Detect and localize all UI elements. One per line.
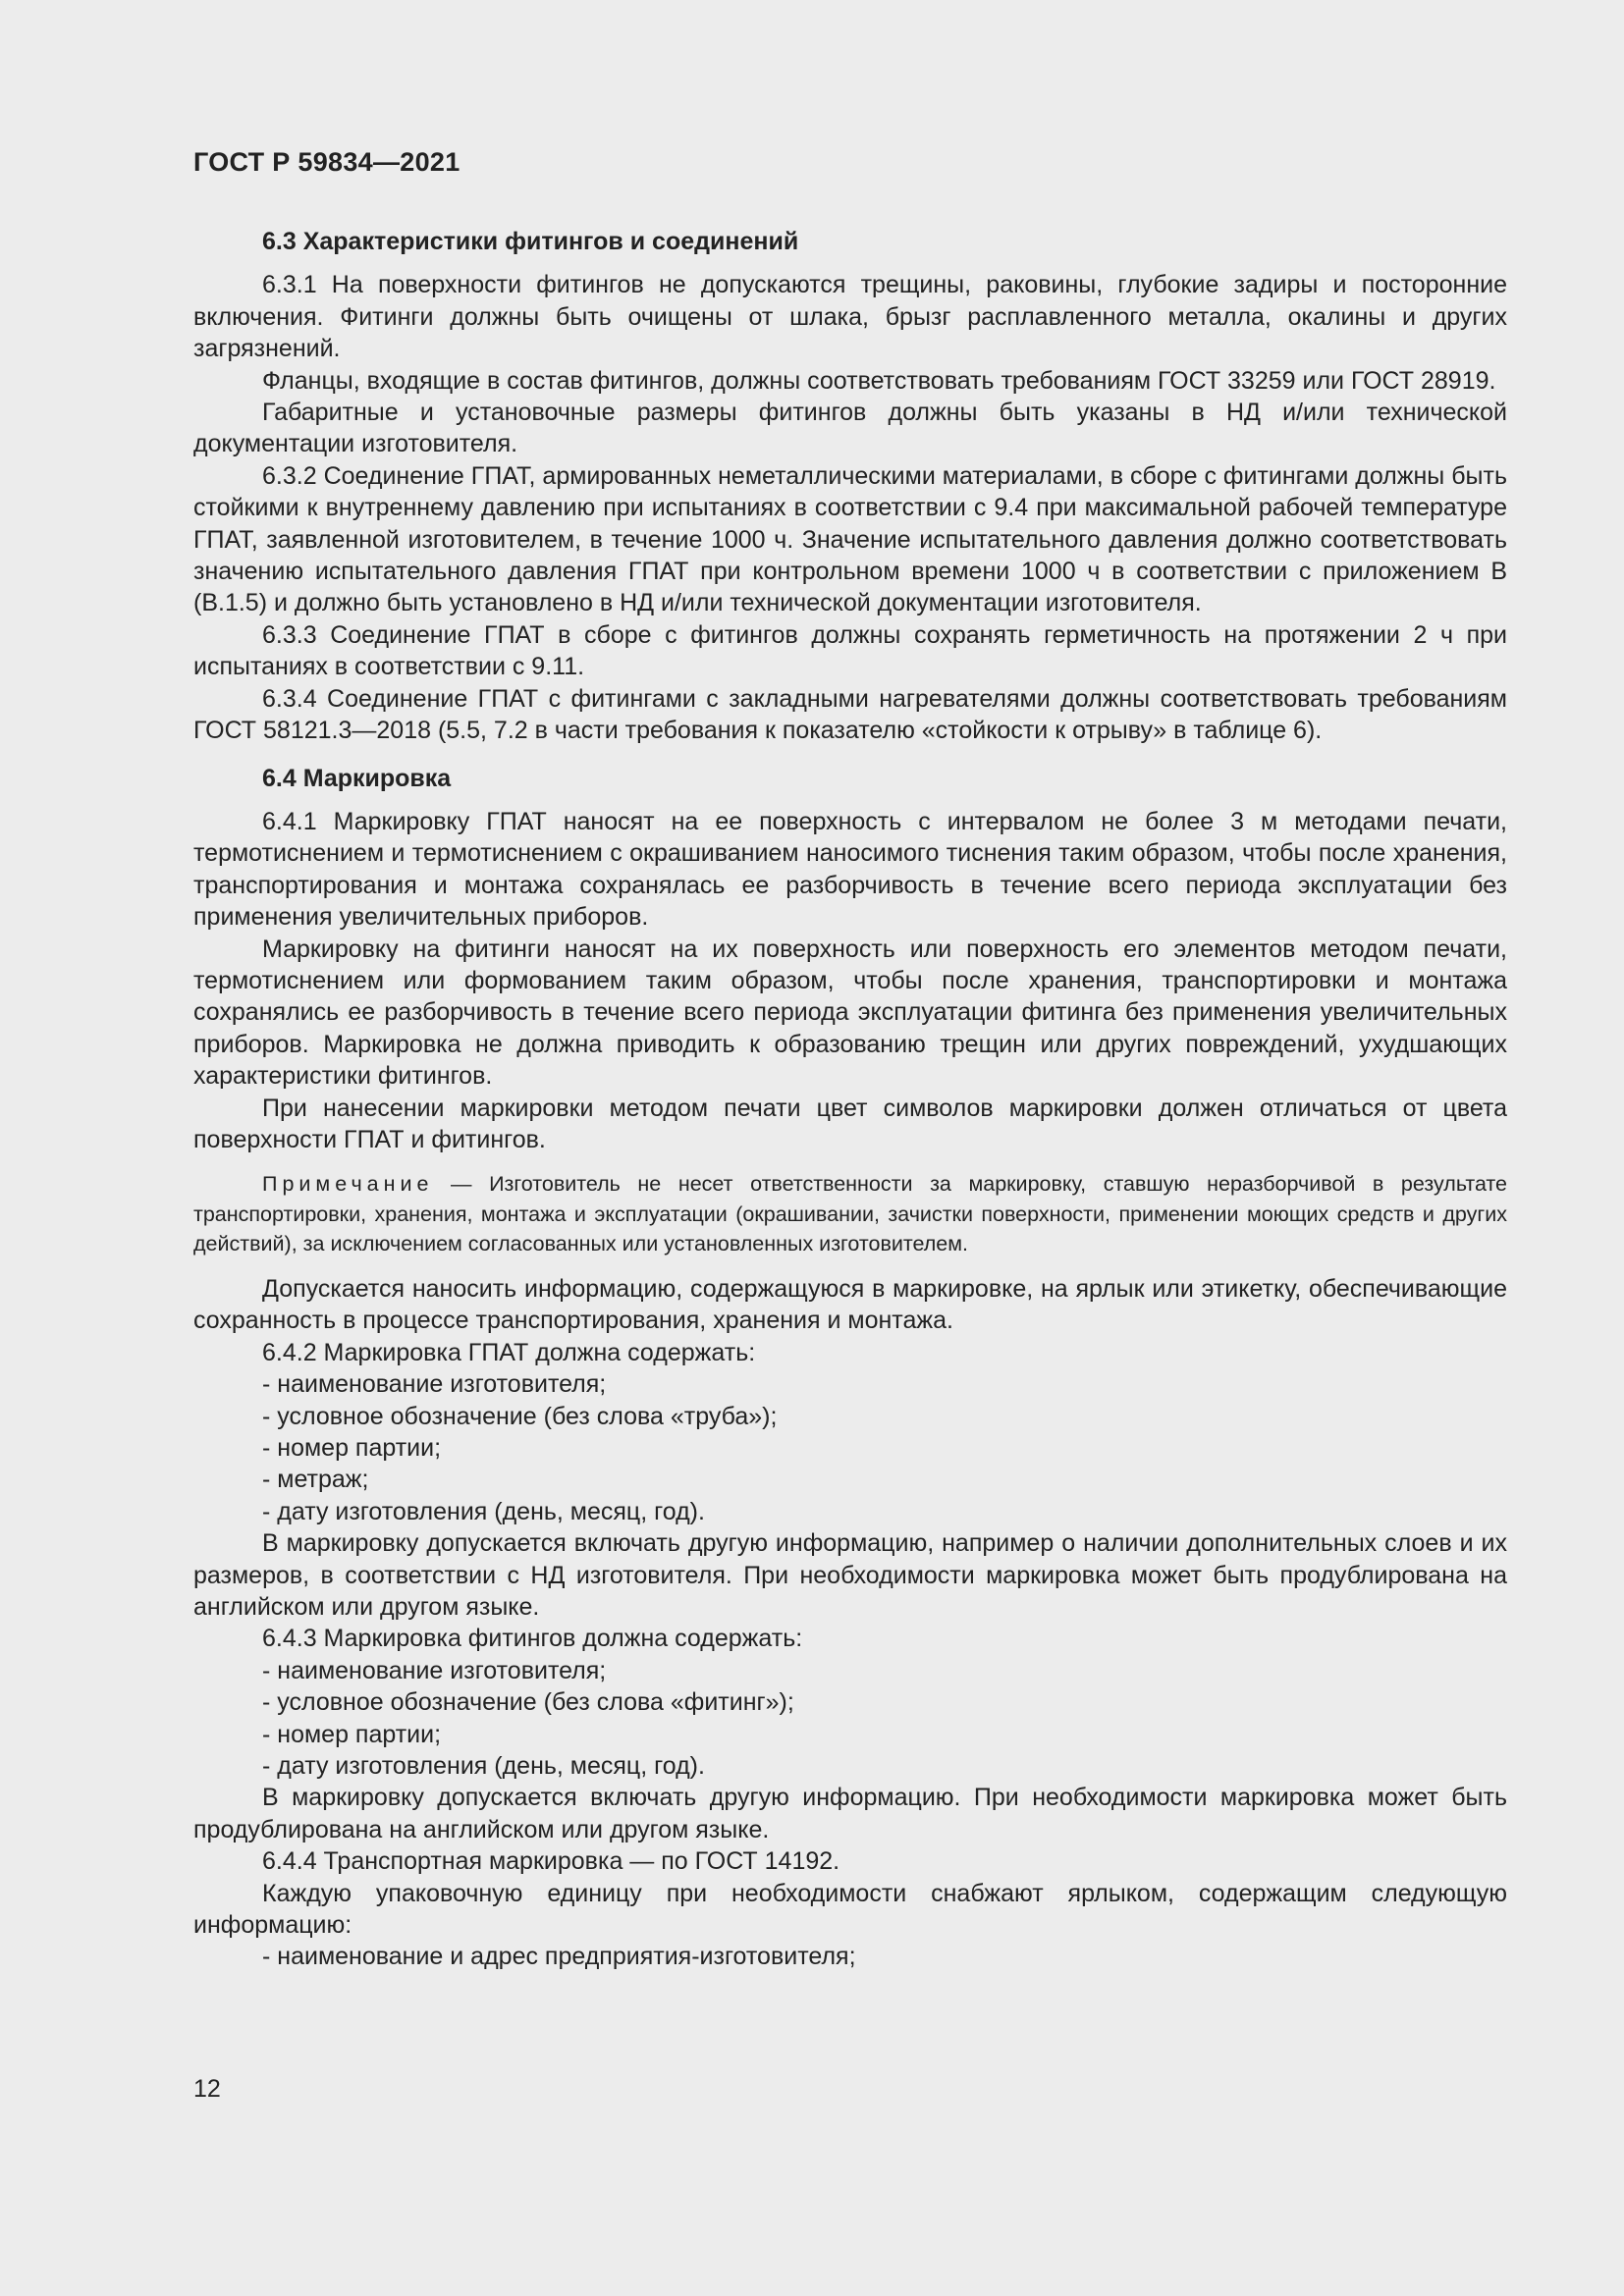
paragraph: 6.3.2 Соединение ГПАТ, армированных неметаллическими материалами, в сборе с фитингами должны быть стойкими к внутреннему давлению при испытаниях в соответствии с 9.4 при максимальной рабочей температуре ГПАТ, заявленной изготовителем, в течение 1000 ч. Значение испытательного давления должно соответствовать значению испытательного давления ГПАТ при контрольном времени 1000 ч в соответствии с приложением В (В.1.5) и должно быть установлено в НД и/или технической документации изготовителя.: [193, 461, 1507, 617]
list-item: - условное обозначение (без слова «фитинг»);: [262, 1688, 794, 1717]
list-item: - наименование изготовителя;: [262, 1656, 607, 1684]
note-label: Примечание: [262, 1172, 434, 1197]
note: [193, 1169, 1507, 1259]
list-item: - дату изготовления (день, месяц, год).: [262, 1751, 705, 1780]
list-item: - наименование и адрес предприятия-изготовителя;: [262, 1943, 856, 1971]
paragraph: 6.4.4 Транспортная маркировка — по ГОСТ 14192.: [262, 1847, 840, 1876]
section-heading-6-4: 6.4 Маркировка: [262, 764, 452, 792]
list-item: - номер партии;: [262, 1720, 442, 1748]
note-text: — Изготовитель не несет ответственности за маркировку, ставшую неразборчивой в результате транспортировки, хранения, монтажа и эксплуатации (окрашивании, зачистки поверхности, применении моющих средств и других действий), за исключением согласованных или установленных изготовителем.: [193, 1172, 1507, 1256]
list-item: - наименование изготовителя;: [262, 1370, 607, 1399]
section-heading-6-3: 6.3 Характеристики фитингов и соединений: [262, 228, 799, 255]
paragraph: 6.4.2 Маркировка ГПАТ должна содержать:: [262, 1338, 756, 1366]
paragraph: 6.4.1 Маркировку ГПАТ наносят на ее поверхность с интервалом не более 3 м методами печати, термотиснением и термотиснением с окрашиванием наносимого тиснения таким образом, чтобы после хранения, транспортирования и монтажа сохранялась ее разборчивость в течение всего периода эксплуатации без применения увеличительных приборов.: [193, 807, 1507, 932]
document-body: [193, 226, 1507, 1973]
paragraph: 6.4.3 Маркировка фитингов должна содержать:: [262, 1625, 803, 1653]
paragraph: Маркировку на фитинги наносят на их поверхность или поверхность его элементов методом печати, термотиснением или формованием таким образом, чтобы после хранения, транспортировки и монтажа сохранялись ее разборчивость в течение всего периода эксплуатации фитинга без применения увеличительных приборов. Маркировка не должна приводить к образованию трещин или других повреждений, ухудшающих характеристики фитингов.: [193, 934, 1507, 1091]
page-number: 12: [193, 2075, 221, 2103]
document-header: ГОСТ Р 59834—2021: [193, 147, 460, 177]
list-item: - условное обозначение (без слова «труба»);: [262, 1402, 778, 1430]
paragraph: Фланцы, входящие в состав фитингов, должны соответствовать требованиям ГОСТ 33259 или ГОСТ 28919.: [262, 366, 1496, 395]
paragraph: Каждую упаковочную единицу при необходимости снабжают ярлыком, содержащим следующую информацию:: [193, 1879, 1507, 1939]
paragraph: 6.3.4 Соединение ГПАТ с фитингами с закладными нагревателями должны соответствовать требованиям ГОСТ 58121.3—2018 (5.5, 7.2 в части требования к показателю «стойкости к отрыву» в таблице 6).: [193, 684, 1507, 745]
paragraph: При нанесении маркировки методом печати цвет символов маркировки должен отличаться от цвета поверхности ГПАТ и фитингов.: [193, 1094, 1507, 1153]
paragraph: Габаритные и установочные размеры фитингов должны быть указаны в НД и/или технической документации изготовителя.: [193, 399, 1507, 458]
list-item: - метраж;: [262, 1466, 369, 1494]
list-item: - номер партии;: [262, 1433, 442, 1462]
paragraph: 6.3.1 На поверхности фитингов не допускаются трещины, раковины, глубокие задиры и посторонние включения. Фитинги должны быть очищены от шлака, брызг расплавленного металла, окалины и других загрязнений.: [193, 271, 1507, 363]
paragraph: В маркировку допускается включать другую информацию. При необходимости маркировка может быть продублирована на английском или другом языке.: [193, 1784, 1507, 1843]
paragraph: В маркировку допускается включать другую информацию, например о наличии дополнительных слоев и их размеров, в соответствии с НД изготовителя. При необходимости маркировка может быть продублирована на английском или другом языке.: [193, 1529, 1507, 1621]
paragraph: Допускается наносить информацию, содержащуюся в маркировке, на ярлык или этикетку, обеспечивающие сохранность в процессе транспортирования, хранения и монтажа.: [193, 1274, 1507, 1335]
paragraph: 6.3.3 Соединение ГПАТ в сборе с фитингов должны сохранять герметичность на протяжении 2 ч при испытаниях в соответствии с 9.11.: [193, 620, 1507, 681]
list-item: - дату изготовления (день, месяц, год).: [262, 1497, 705, 1525]
